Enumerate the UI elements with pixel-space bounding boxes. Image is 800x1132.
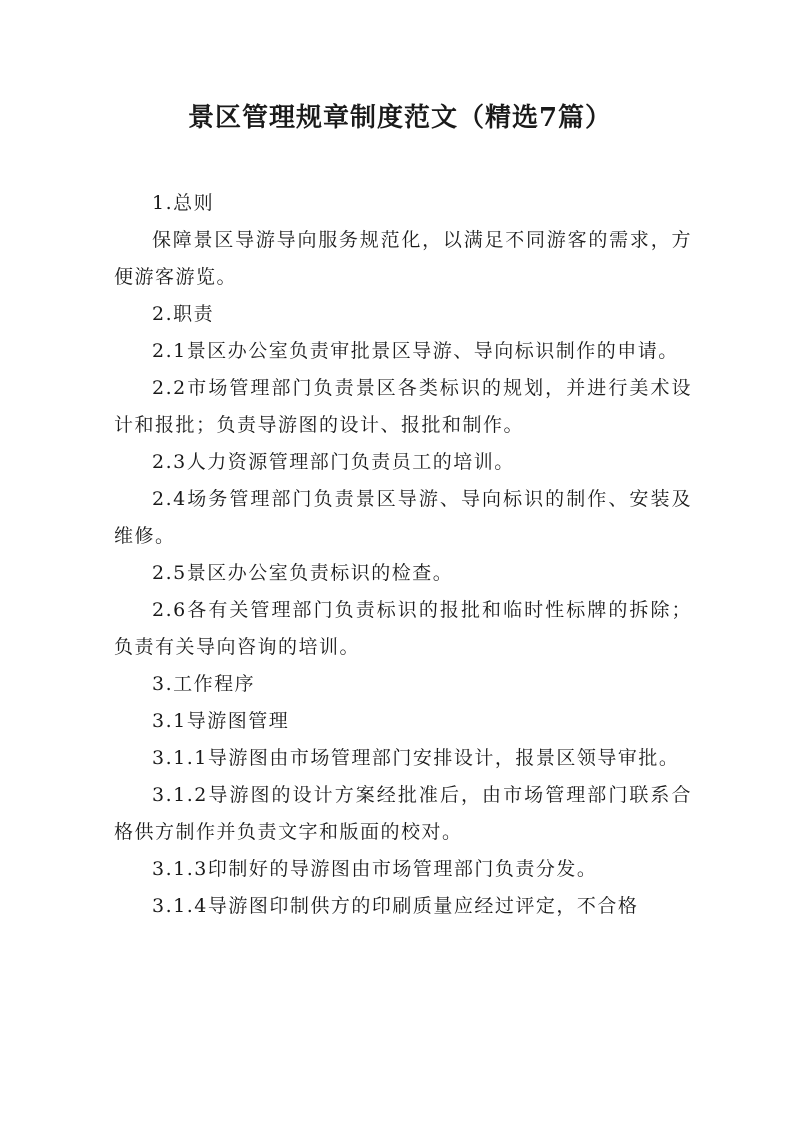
paragraph-2-3: 2.3人力资源管理部门负责员工的培训。 [152, 451, 515, 473]
paragraph-2-5: 2.5景区办公室负责标识的检查。 [152, 562, 454, 584]
paragraph-section-2-heading: 2.职责 [152, 303, 215, 325]
paragraph-2-1: 2.1景区办公室负责审批景区导游、导向标识制作的申请。 [152, 340, 679, 362]
paragraph-2-4: 2.4场务管理部门负责景区导游、导向标识的制作、安装及维修。 [114, 488, 692, 547]
paragraph-3-1-2: 3.1.2导游图的设计方案经批准后，由市场管理部门联系合格供方制作并负责文字和版面的校对。 [114, 784, 692, 843]
paragraph-2-2: 2.2市场管理部门负责景区各类标识的规划，并进行美术设计和报批；负责导游图的设计、报批和制作。 [114, 377, 692, 436]
document-title: 景区管理规章制度范文（精选7篇） [187, 103, 613, 133]
document-body [114, 185, 692, 925]
paragraph-section-3-heading: 3.工作程序 [152, 673, 256, 695]
paragraph-3-1-heading: 3.1导游图管理 [152, 710, 290, 732]
paragraph-3-1-4: 3.1.4导游图印制供方的印刷质量应经过评定，不合格 [152, 895, 639, 917]
paragraph-2-6: 2.6各有关管理部门负责标识的报批和临时性标牌的拆除；负责有关导向咨询的培训。 [114, 599, 692, 658]
paragraph-3-1-1: 3.1.1导游图由市场管理部门安排设计，报景区领导审批。 [152, 747, 680, 769]
paragraph-3-1-3: 3.1.3印制好的导游图由市场管理部门负责分发。 [152, 858, 598, 880]
paragraph-section-1-heading: 1.总则 [152, 192, 215, 214]
paragraph-purpose: 保障景区导游导向服务规范化，以满足不同游客的需求，方便游客游览。 [114, 229, 692, 288]
